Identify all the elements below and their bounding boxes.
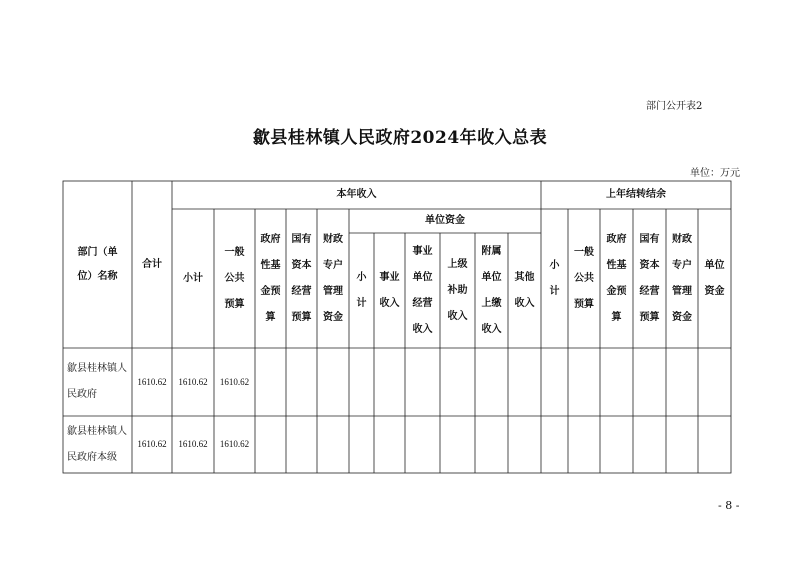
page-title: 歙县桂林镇人民政府2024年收入总表 bbox=[252, 128, 548, 148]
header-total: 合计 bbox=[142, 258, 162, 270]
header-unit-business-income: 事业收入 bbox=[379, 271, 400, 309]
table-row-subtotal: 1610.62 bbox=[178, 439, 208, 449]
header-current-special-account: 财政专户管理资金 bbox=[323, 233, 343, 323]
table-row-general-budget: 1610.62 bbox=[219, 439, 250, 449]
document-label: 部门公开表2 bbox=[646, 101, 703, 112]
page-number: - 8 - bbox=[718, 499, 740, 512]
header-unit-subsidy-income: 上级补助收入 bbox=[447, 258, 468, 322]
header-current-year-income: 本年收入 bbox=[336, 189, 377, 200]
header-prior-unit-funds: 单位资金 bbox=[704, 259, 725, 297]
header-unit-operating-income: 事业单位经营收入 bbox=[412, 245, 433, 335]
header-current-state-capital: 国有资本经营预算 bbox=[291, 233, 312, 323]
table-row-total: 1610.62 bbox=[137, 439, 167, 449]
header-prior-fund-budget: 政府性基金预算 bbox=[606, 233, 627, 323]
header-dept-name: 部门（单位）名称 bbox=[77, 246, 118, 282]
header-unit-affiliated-income: 附属单位上缴收入 bbox=[481, 245, 502, 335]
header-prior-state-capital: 国有资本经营预算 bbox=[639, 233, 660, 323]
header-current-subtotal: 小计 bbox=[183, 272, 203, 284]
header-current-general-budget: 一般公共预算 bbox=[224, 246, 245, 310]
header-prior-year-carryover: 上年结转结余 bbox=[606, 189, 666, 200]
table-row-name: 歙县桂林镇人民政府 bbox=[67, 363, 127, 400]
unit-label: 单位：万元 bbox=[690, 168, 740, 179]
header-prior-special-account: 财政专户管理资金 bbox=[672, 233, 692, 323]
header-unit-funds: 单位资金 bbox=[425, 215, 465, 226]
table-row-subtotal: 1610.62 bbox=[178, 376, 208, 387]
header-prior-subtotal: 小计 bbox=[549, 259, 560, 297]
table-row-total: 1610.62 bbox=[137, 376, 167, 387]
header-unit-subtotal: 小计 bbox=[356, 271, 367, 309]
table-row-name: 歙县桂林镇人民政府本级 bbox=[67, 425, 127, 463]
header-unit-other-income: 其他收入 bbox=[514, 271, 535, 309]
table-row-general-budget: 1610.62 bbox=[219, 376, 250, 387]
header-prior-general-budget: 一般公共预算 bbox=[574, 246, 594, 310]
header-current-fund-budget: 政府性基金预算 bbox=[260, 233, 281, 323]
